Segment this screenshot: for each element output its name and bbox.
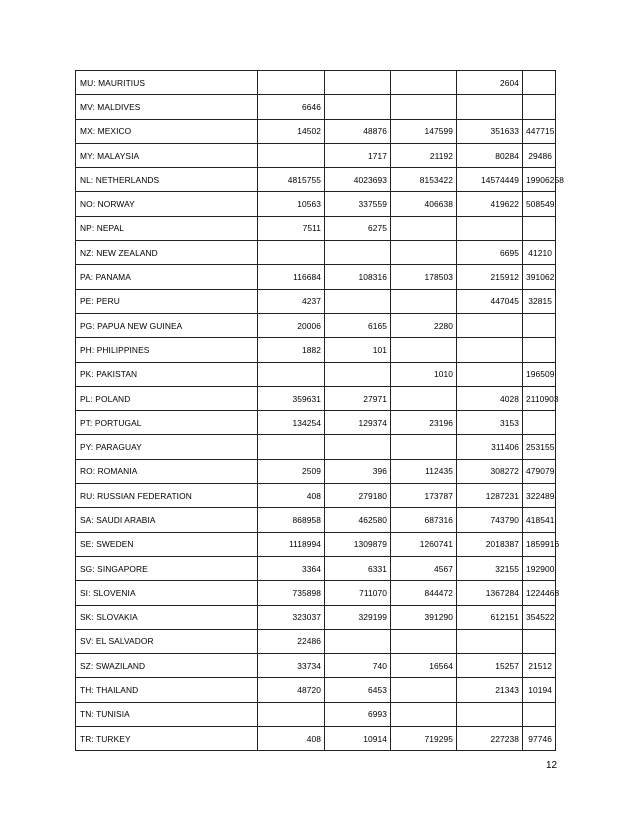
value-cell <box>457 338 523 362</box>
value-cell: 687316 <box>391 508 457 532</box>
country-cell: PL: POLAND <box>76 386 258 410</box>
country-cell: PT: PORTUGAL <box>76 411 258 435</box>
value-cell: 740 <box>325 654 391 678</box>
value-cell <box>457 629 523 653</box>
value-cell <box>325 71 391 95</box>
value-cell <box>258 435 325 459</box>
country-cell: RO: ROMANIA <box>76 459 258 483</box>
value-cell: 23196 <box>391 411 457 435</box>
value-cell: 359631 <box>258 386 325 410</box>
value-cell: 21512 <box>523 654 556 678</box>
value-cell: 6165 <box>325 313 391 337</box>
country-cell: SZ: SWAZILAND <box>76 654 258 678</box>
value-cell: 6993 <box>325 702 391 726</box>
value-cell <box>391 629 457 653</box>
table-row <box>76 71 556 95</box>
value-cell: 735898 <box>258 581 325 605</box>
value-cell: 253155 <box>523 435 556 459</box>
value-cell: 408 <box>258 727 325 751</box>
value-cell: 743790 <box>457 508 523 532</box>
value-cell: 21192 <box>391 143 457 167</box>
table-row <box>76 119 556 143</box>
table-row <box>76 192 556 216</box>
value-cell: 311406 <box>457 435 523 459</box>
value-cell: 27971 <box>325 386 391 410</box>
country-cell: MV: MALDIVES <box>76 95 258 119</box>
country-cell: PG: PAPUA NEW GUINEA <box>76 313 258 337</box>
value-cell: 1010 <box>391 362 457 386</box>
value-cell: 48876 <box>325 119 391 143</box>
value-cell: 1859916 <box>523 532 556 556</box>
table-row <box>76 556 556 580</box>
value-cell <box>258 71 325 95</box>
value-cell: 3153 <box>457 411 523 435</box>
value-cell <box>258 143 325 167</box>
value-cell <box>325 289 391 313</box>
value-cell: 10914 <box>325 727 391 751</box>
value-cell: 6331 <box>325 556 391 580</box>
table-row <box>76 459 556 483</box>
value-cell: 391290 <box>391 605 457 629</box>
table-row <box>76 678 556 702</box>
value-cell: 10194 <box>523 678 556 702</box>
value-cell: 41210 <box>523 241 556 265</box>
value-cell <box>523 313 556 337</box>
value-cell <box>325 629 391 653</box>
country-cell: SG: SINGAPORE <box>76 556 258 580</box>
value-cell: 22486 <box>258 629 325 653</box>
table-row <box>76 581 556 605</box>
value-cell: 14574449 <box>457 168 523 192</box>
value-cell <box>391 338 457 362</box>
page-number: 12 <box>546 760 558 771</box>
value-cell: 447045 <box>457 289 523 313</box>
value-cell: 1717 <box>325 143 391 167</box>
value-cell: 116684 <box>258 265 325 289</box>
value-cell <box>325 362 391 386</box>
value-cell: 408 <box>258 484 325 508</box>
value-cell: 419622 <box>457 192 523 216</box>
value-cell: 1224468 <box>523 581 556 605</box>
value-cell <box>523 629 556 653</box>
value-cell: 15257 <box>457 654 523 678</box>
value-cell: 29486 <box>523 143 556 167</box>
country-cell: SI: SLOVENIA <box>76 581 258 605</box>
country-cell: PY: PARAGUAY <box>76 435 258 459</box>
value-cell: 14502 <box>258 119 325 143</box>
value-cell <box>391 71 457 95</box>
value-cell <box>523 702 556 726</box>
country-cell: TN: TUNISIA <box>76 702 258 726</box>
table-row <box>76 629 556 653</box>
table-row <box>76 265 556 289</box>
value-cell: 101 <box>325 338 391 362</box>
table-row <box>76 508 556 532</box>
value-cell: 2604 <box>457 71 523 95</box>
value-cell: 8153422 <box>391 168 457 192</box>
country-cell: TH: THAILAND <box>76 678 258 702</box>
value-cell: 1260741 <box>391 532 457 556</box>
value-cell: 21343 <box>457 678 523 702</box>
country-cell: SA: SAUDI ARABIA <box>76 508 258 532</box>
table-row <box>76 654 556 678</box>
value-cell: 1287231 <box>457 484 523 508</box>
country-cell: MY: MALAYSIA <box>76 143 258 167</box>
value-cell: 6695 <box>457 241 523 265</box>
value-cell: 227238 <box>457 727 523 751</box>
value-cell <box>457 313 523 337</box>
value-cell: 1309879 <box>325 532 391 556</box>
value-cell: 329199 <box>325 605 391 629</box>
table-body <box>76 71 565 751</box>
value-cell <box>523 338 556 362</box>
value-cell <box>457 216 523 240</box>
value-cell <box>391 216 457 240</box>
country-cell: MU: MAURITIUS <box>76 71 258 95</box>
value-cell <box>258 362 325 386</box>
country-cell: MX: MEXICO <box>76 119 258 143</box>
table-row <box>76 727 556 751</box>
value-cell: 32815 <box>523 289 556 313</box>
value-cell: 4567 <box>391 556 457 580</box>
value-cell: 406638 <box>391 192 457 216</box>
value-cell: 147599 <box>391 119 457 143</box>
value-cell <box>457 702 523 726</box>
value-cell <box>523 411 556 435</box>
table-row <box>76 605 556 629</box>
table-row <box>76 362 556 386</box>
country-cell: NL: NETHERLANDS <box>76 168 258 192</box>
value-cell: 2509 <box>258 459 325 483</box>
value-cell: 192900 <box>523 556 556 580</box>
value-cell <box>391 702 457 726</box>
country-cell: NP: NEPAL <box>76 216 258 240</box>
value-cell <box>325 435 391 459</box>
country-cell: RU: RUSSIAN FEDERATION <box>76 484 258 508</box>
table-row <box>76 168 556 192</box>
value-cell: 844472 <box>391 581 457 605</box>
value-cell: 33734 <box>258 654 325 678</box>
value-cell <box>391 435 457 459</box>
value-cell: 6646 <box>258 95 325 119</box>
table-row <box>76 241 556 265</box>
value-cell: 1367284 <box>457 581 523 605</box>
value-cell: 108316 <box>325 265 391 289</box>
country-cell: SE: SWEDEN <box>76 532 258 556</box>
value-cell <box>523 95 556 119</box>
country-cell: PE: PERU <box>76 289 258 313</box>
country-cell: SV: EL SALVADOR <box>76 629 258 653</box>
value-cell: 4028 <box>457 386 523 410</box>
table-row <box>76 411 556 435</box>
value-cell: 20006 <box>258 313 325 337</box>
value-cell: 2018387 <box>457 532 523 556</box>
table-row <box>76 95 556 119</box>
value-cell: 178503 <box>391 265 457 289</box>
value-cell: 4237 <box>258 289 325 313</box>
value-cell: 4815755 <box>258 168 325 192</box>
value-cell <box>391 289 457 313</box>
value-cell: 173787 <box>391 484 457 508</box>
table-row <box>76 216 556 240</box>
value-cell: 1882 <box>258 338 325 362</box>
value-cell: 10563 <box>258 192 325 216</box>
value-cell <box>391 678 457 702</box>
value-cell: 323037 <box>258 605 325 629</box>
value-cell: 322489 <box>523 484 556 508</box>
value-cell: 337559 <box>325 192 391 216</box>
value-cell: 32155 <box>457 556 523 580</box>
value-cell: 6453 <box>325 678 391 702</box>
value-cell: 97746 <box>523 727 556 751</box>
value-cell: 418541 <box>523 508 556 532</box>
value-cell: 80284 <box>457 143 523 167</box>
value-cell: 354522 <box>523 605 556 629</box>
value-cell <box>457 95 523 119</box>
value-cell: 134254 <box>258 411 325 435</box>
table-row <box>76 338 556 362</box>
value-cell: 279180 <box>325 484 391 508</box>
table-row <box>76 532 556 556</box>
country-data-table <box>75 70 565 751</box>
country-cell: SK: SLOVAKIA <box>76 605 258 629</box>
value-cell: 129374 <box>325 411 391 435</box>
value-cell: 2110903 <box>523 386 556 410</box>
table-row <box>76 289 556 313</box>
value-cell: 2280 <box>391 313 457 337</box>
value-cell: 16564 <box>391 654 457 678</box>
value-cell <box>457 362 523 386</box>
table-row <box>76 484 556 508</box>
value-cell: 612151 <box>457 605 523 629</box>
value-cell: 711070 <box>325 581 391 605</box>
value-cell: 462580 <box>325 508 391 532</box>
value-cell <box>391 386 457 410</box>
country-cell: TR: TURKEY <box>76 727 258 751</box>
value-cell: 508549 <box>523 192 556 216</box>
value-cell: 112435 <box>391 459 457 483</box>
value-cell: 479079 <box>523 459 556 483</box>
value-cell: 1118994 <box>258 532 325 556</box>
value-cell: 215912 <box>457 265 523 289</box>
value-cell: 48720 <box>258 678 325 702</box>
country-cell: PA: PANAMA <box>76 265 258 289</box>
value-cell: 7511 <box>258 216 325 240</box>
table-row <box>76 386 556 410</box>
table-row <box>76 702 556 726</box>
value-cell: 396 <box>325 459 391 483</box>
country-cell: PK: PAKISTAN <box>76 362 258 386</box>
value-cell: 196509 <box>523 362 556 386</box>
table-row <box>76 435 556 459</box>
value-cell: 4023693 <box>325 168 391 192</box>
value-cell: 351633 <box>457 119 523 143</box>
value-cell: 719295 <box>391 727 457 751</box>
table-row <box>76 313 556 337</box>
value-cell <box>391 95 457 119</box>
value-cell <box>258 241 325 265</box>
value-cell <box>523 216 556 240</box>
value-cell: 6275 <box>325 216 391 240</box>
value-cell: 447715 <box>523 119 556 143</box>
country-cell: PH: PHILIPPINES <box>76 338 258 362</box>
value-cell: 19906258 <box>523 168 556 192</box>
table-row <box>76 143 556 167</box>
value-cell <box>258 702 325 726</box>
value-cell: 391062 <box>523 265 556 289</box>
value-cell <box>325 241 391 265</box>
country-cell: NO: NORWAY <box>76 192 258 216</box>
value-cell <box>325 95 391 119</box>
value-cell <box>523 71 556 95</box>
value-cell: 868958 <box>258 508 325 532</box>
value-cell <box>391 241 457 265</box>
country-cell: NZ: NEW ZEALAND <box>76 241 258 265</box>
value-cell: 3364 <box>258 556 325 580</box>
value-cell: 308272 <box>457 459 523 483</box>
